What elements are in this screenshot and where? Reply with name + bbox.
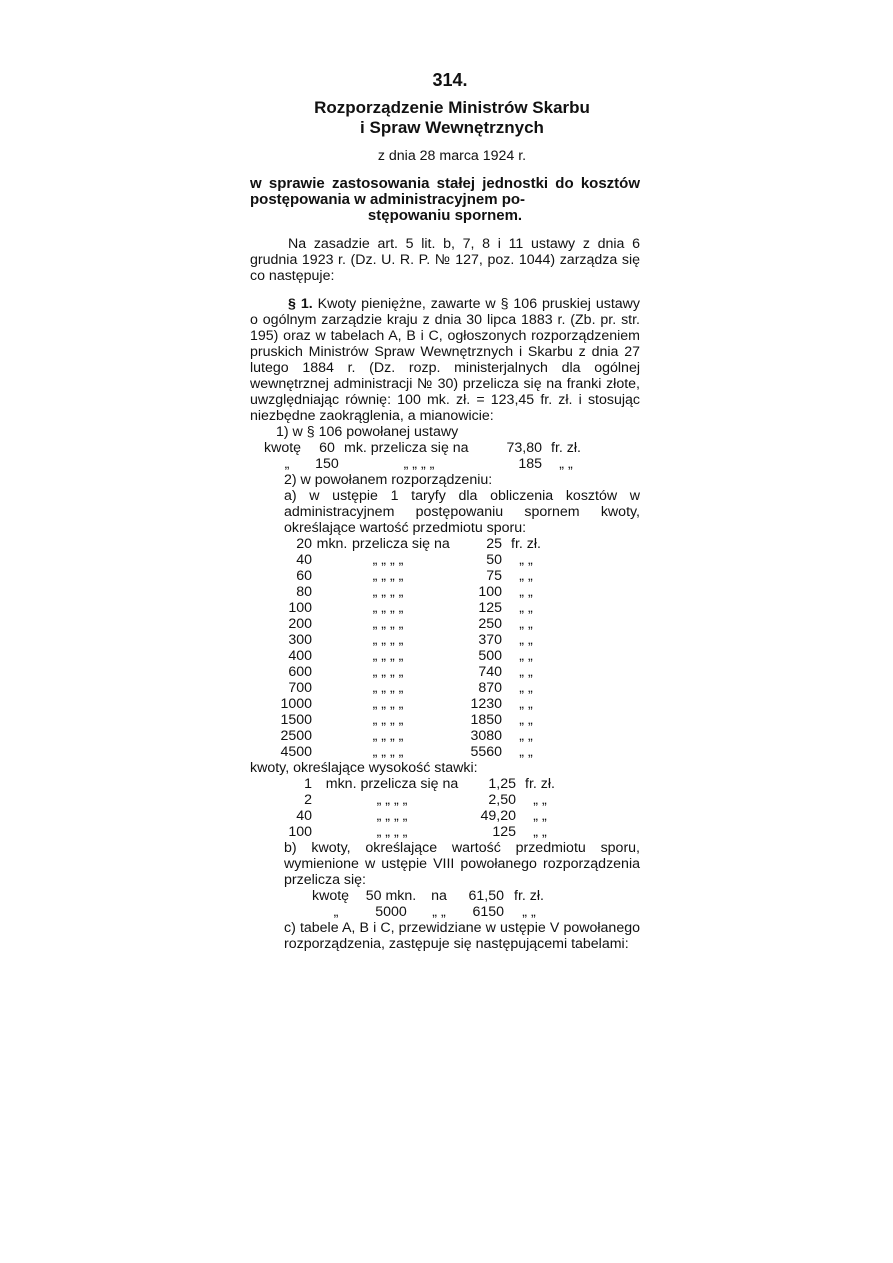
table1-fr: 740	[478, 664, 502, 680]
t2h-verb: mkn. przelicza się na	[325, 776, 459, 792]
item-1-line1	[250, 440, 640, 456]
table1-mkn: 40	[296, 552, 312, 568]
table2-mkn: 100	[288, 824, 312, 840]
item-2-label: 2) w powołanem rozporządzeniu:	[284, 472, 493, 488]
table1-fr: 870	[478, 680, 502, 696]
table2-row	[250, 808, 640, 824]
table1-ditto: „ „ „ „	[372, 744, 404, 760]
table1	[250, 552, 640, 760]
t1h-verb: przelicza się na	[352, 536, 450, 552]
table1-mkn: 200	[288, 616, 312, 632]
table1-mkn: 60	[296, 568, 312, 584]
table1-ditto: „ „ „ „	[372, 664, 404, 680]
table1-row	[250, 552, 640, 568]
table1-mkn: 80	[296, 584, 312, 600]
table1-fr: 5560	[470, 744, 502, 760]
table1-unit-ditto: „ „	[519, 632, 533, 648]
table1-fr: 100	[478, 584, 502, 600]
table1-row	[250, 632, 640, 648]
item-1-label: 1) w § 106 powołanej ustawy	[276, 424, 459, 440]
table1-unit-ditto: „ „	[519, 568, 533, 584]
table2-ditto: „ „ „ „	[376, 792, 408, 808]
act-title-line1: Rozporządzenie Ministrów Skarbu	[314, 98, 590, 117]
i1l2-b: 150	[315, 456, 339, 472]
table1-mkn: 700	[288, 680, 312, 696]
table1-ditto: „ „ „ „	[372, 552, 404, 568]
t1h-unit: fr. zł.	[511, 536, 541, 552]
item-2b-text: b) kwoty, określające wartość przedmiotu sporu, wymienione w ustępie VIII powołanego rozporządzenia przelicza się:	[284, 840, 640, 888]
table1-mkn: 100	[288, 600, 312, 616]
table1-row	[250, 680, 640, 696]
bl1-b: 50 mkn.	[365, 888, 417, 904]
table1-unit-ditto: „ „	[519, 728, 533, 744]
subject-last: stępowaniu spornem.	[367, 207, 523, 224]
table1-mkn: 600	[288, 664, 312, 680]
table2-row	[250, 824, 640, 840]
table1-row	[250, 664, 640, 680]
bl2-a: „	[333, 904, 339, 920]
table1-row	[250, 696, 640, 712]
table2-mkn: 40	[296, 808, 312, 824]
section-1	[250, 296, 640, 424]
table1-fr: 1850	[470, 712, 502, 728]
section-1-lead: § 1.	[288, 296, 313, 312]
table1-row	[250, 648, 640, 664]
table1-fr: 3080	[470, 728, 502, 744]
table1-ditto: „ „ „ „	[372, 632, 404, 648]
b-line1	[250, 888, 640, 904]
table1-row	[250, 728, 640, 744]
i1l2-c: „ „ „ „	[403, 456, 435, 472]
table1-unit-ditto: „ „	[519, 664, 533, 680]
table1-unit-ditto: „ „	[519, 616, 533, 632]
t2h-fr: 1,25	[488, 776, 516, 792]
table1-fr: 1230	[470, 696, 502, 712]
table1-row	[250, 744, 640, 760]
t1h-mid: mkn.	[316, 536, 348, 552]
table1-fr: 370	[478, 632, 502, 648]
table2-fr: 125	[492, 824, 516, 840]
table1-unit-ditto: „ „	[519, 584, 533, 600]
table1-row	[250, 616, 640, 632]
i1l1-b: 60	[319, 440, 335, 456]
i1l1-e: fr. zł.	[551, 440, 581, 456]
table1-ditto: „ „ „ „	[372, 696, 404, 712]
item-1-line2	[250, 456, 640, 472]
t1h-fr: 25	[486, 536, 502, 552]
bl2-e: „ „	[522, 904, 536, 920]
i1l2-e: „ „	[559, 456, 573, 472]
i1l1-a: kwotę	[264, 440, 302, 456]
table1-unit-ditto: „ „	[519, 680, 533, 696]
table1-ditto: „ „ „ „	[372, 600, 404, 616]
table1-mkn: 1500	[280, 712, 312, 728]
table1-header	[250, 536, 640, 552]
table1-unit-ditto: „ „	[519, 600, 533, 616]
table2-ditto: „ „ „ „	[376, 808, 408, 824]
table2	[250, 792, 640, 840]
table1-ditto: „ „ „ „	[372, 728, 404, 744]
i1l1-d: 73,80	[506, 440, 542, 456]
t2h-unit: fr. zł.	[525, 776, 555, 792]
i1l1-c: mk. przelicza się na	[344, 440, 469, 456]
bl2-b: 5000	[375, 904, 407, 920]
table1-ditto: „ „ „ „	[372, 568, 404, 584]
preamble: Na zasadzie art. 5 lit. b, 7, 8 i 11 ustawy z dnia 6 grudnia 1923 r. (Dz. U. R. P. № 127, poz. 1044) zarządza się co następuje:	[250, 236, 640, 284]
table1-mkn: 1000	[280, 696, 312, 712]
table1-mkn: 4500	[280, 744, 312, 760]
table1-ditto: „ „ „ „	[372, 680, 404, 696]
table1-fr: 125	[478, 600, 502, 616]
act-title-line2: i Spraw Wewnętrznych	[360, 118, 544, 137]
table1-fr: 500	[478, 648, 502, 664]
bl2-c: „ „	[432, 904, 446, 920]
subject-main: w sprawie zastosowania stałej jednostki do kosztów postępowania w administracyjnem po-	[250, 175, 640, 208]
act-number: 314.	[432, 70, 468, 90]
table1-ditto: „ „ „ „	[372, 712, 404, 728]
act-date: z dnia 28 marca 1924 r.	[377, 148, 527, 164]
table1-row	[250, 584, 640, 600]
t2h-mkn: 1	[304, 776, 312, 792]
table1-mkn: 2500	[280, 728, 312, 744]
table2-row	[250, 792, 640, 808]
table2-unit-ditto: „ „	[533, 808, 547, 824]
act-subject	[250, 176, 640, 224]
table1-unit-ditto: „ „	[519, 744, 533, 760]
table1-mkn: 300	[288, 632, 312, 648]
table1-row	[250, 600, 640, 616]
table1-row	[250, 712, 640, 728]
table2-fr: 2,50	[488, 792, 516, 808]
table1-unit-ditto: „ „	[519, 696, 533, 712]
table1-fr: 75	[486, 568, 502, 584]
bl1-d: 61,50	[468, 888, 504, 904]
table2-fr: 49,20	[480, 808, 516, 824]
item-2a-text: a) w ustępie 1 taryfy dla obliczenia kosztów w administracyjnem postępowaniu spornem kwoty, określające wartość przedmiotu sporu:	[284, 488, 640, 536]
table1-fr: 250	[478, 616, 502, 632]
table2-header	[250, 776, 640, 792]
t1h-mkn: 20	[296, 536, 312, 552]
bl2-d: 6150	[472, 904, 504, 920]
i1l2-d: 185	[518, 456, 542, 472]
document-page	[250, 62, 640, 952]
table1-fr: 50	[486, 552, 502, 568]
table1-unit-ditto: „ „	[519, 552, 533, 568]
bl1-e: fr. zł.	[514, 888, 544, 904]
bl1-c: na	[431, 888, 447, 904]
table2-unit-ditto: „ „	[533, 792, 547, 808]
table2-unit-ditto: „ „	[533, 824, 547, 840]
i1l2-a: „	[284, 456, 290, 472]
item-2c-text: c) tabele A, B i C, przewidziane w ustępie V powołanego rozporządzenia, zastępuje się następującemi tabelami:	[284, 920, 640, 952]
table1-row	[250, 568, 640, 584]
table1-unit-ditto: „ „	[519, 648, 533, 664]
table2-mkn: 2	[304, 792, 312, 808]
table1-mkn: 400	[288, 648, 312, 664]
b-line2	[250, 904, 640, 920]
table2-ditto: „ „ „ „	[376, 824, 408, 840]
table1-ditto: „ „ „ „	[372, 584, 404, 600]
stawki-label: kwoty, określające wysokość stawki:	[250, 760, 478, 776]
section-1-text: Kwoty pieniężne, zawarte w § 106 pruskiej ustawy o ogólnym zarządzie kraju z dnia 30 lipca 1883 r. (Zb. pr. str. 195) oraz w tabelach A, B i C, ogłoszonych rozporządzeniem pruskich Ministrów Spraw Wewnętrznych i Skarbu z dnia 27 lutego 1884 r. (Dz. rozp. ministerjalnych dla ogólnej wewnętrznej administracji № 30) przelicza się na franki złote, uwzględniając równię: 100 mk. zł. = 123,45 fr. zł. i stosując niezbędne zaokrąglenia, a mianowicie:	[250, 296, 640, 424]
table1-ditto: „ „ „ „	[372, 648, 404, 664]
bl1-a: kwotę	[312, 888, 350, 904]
table1-unit-ditto: „ „	[519, 712, 533, 728]
table1-ditto: „ „ „ „	[372, 616, 404, 632]
